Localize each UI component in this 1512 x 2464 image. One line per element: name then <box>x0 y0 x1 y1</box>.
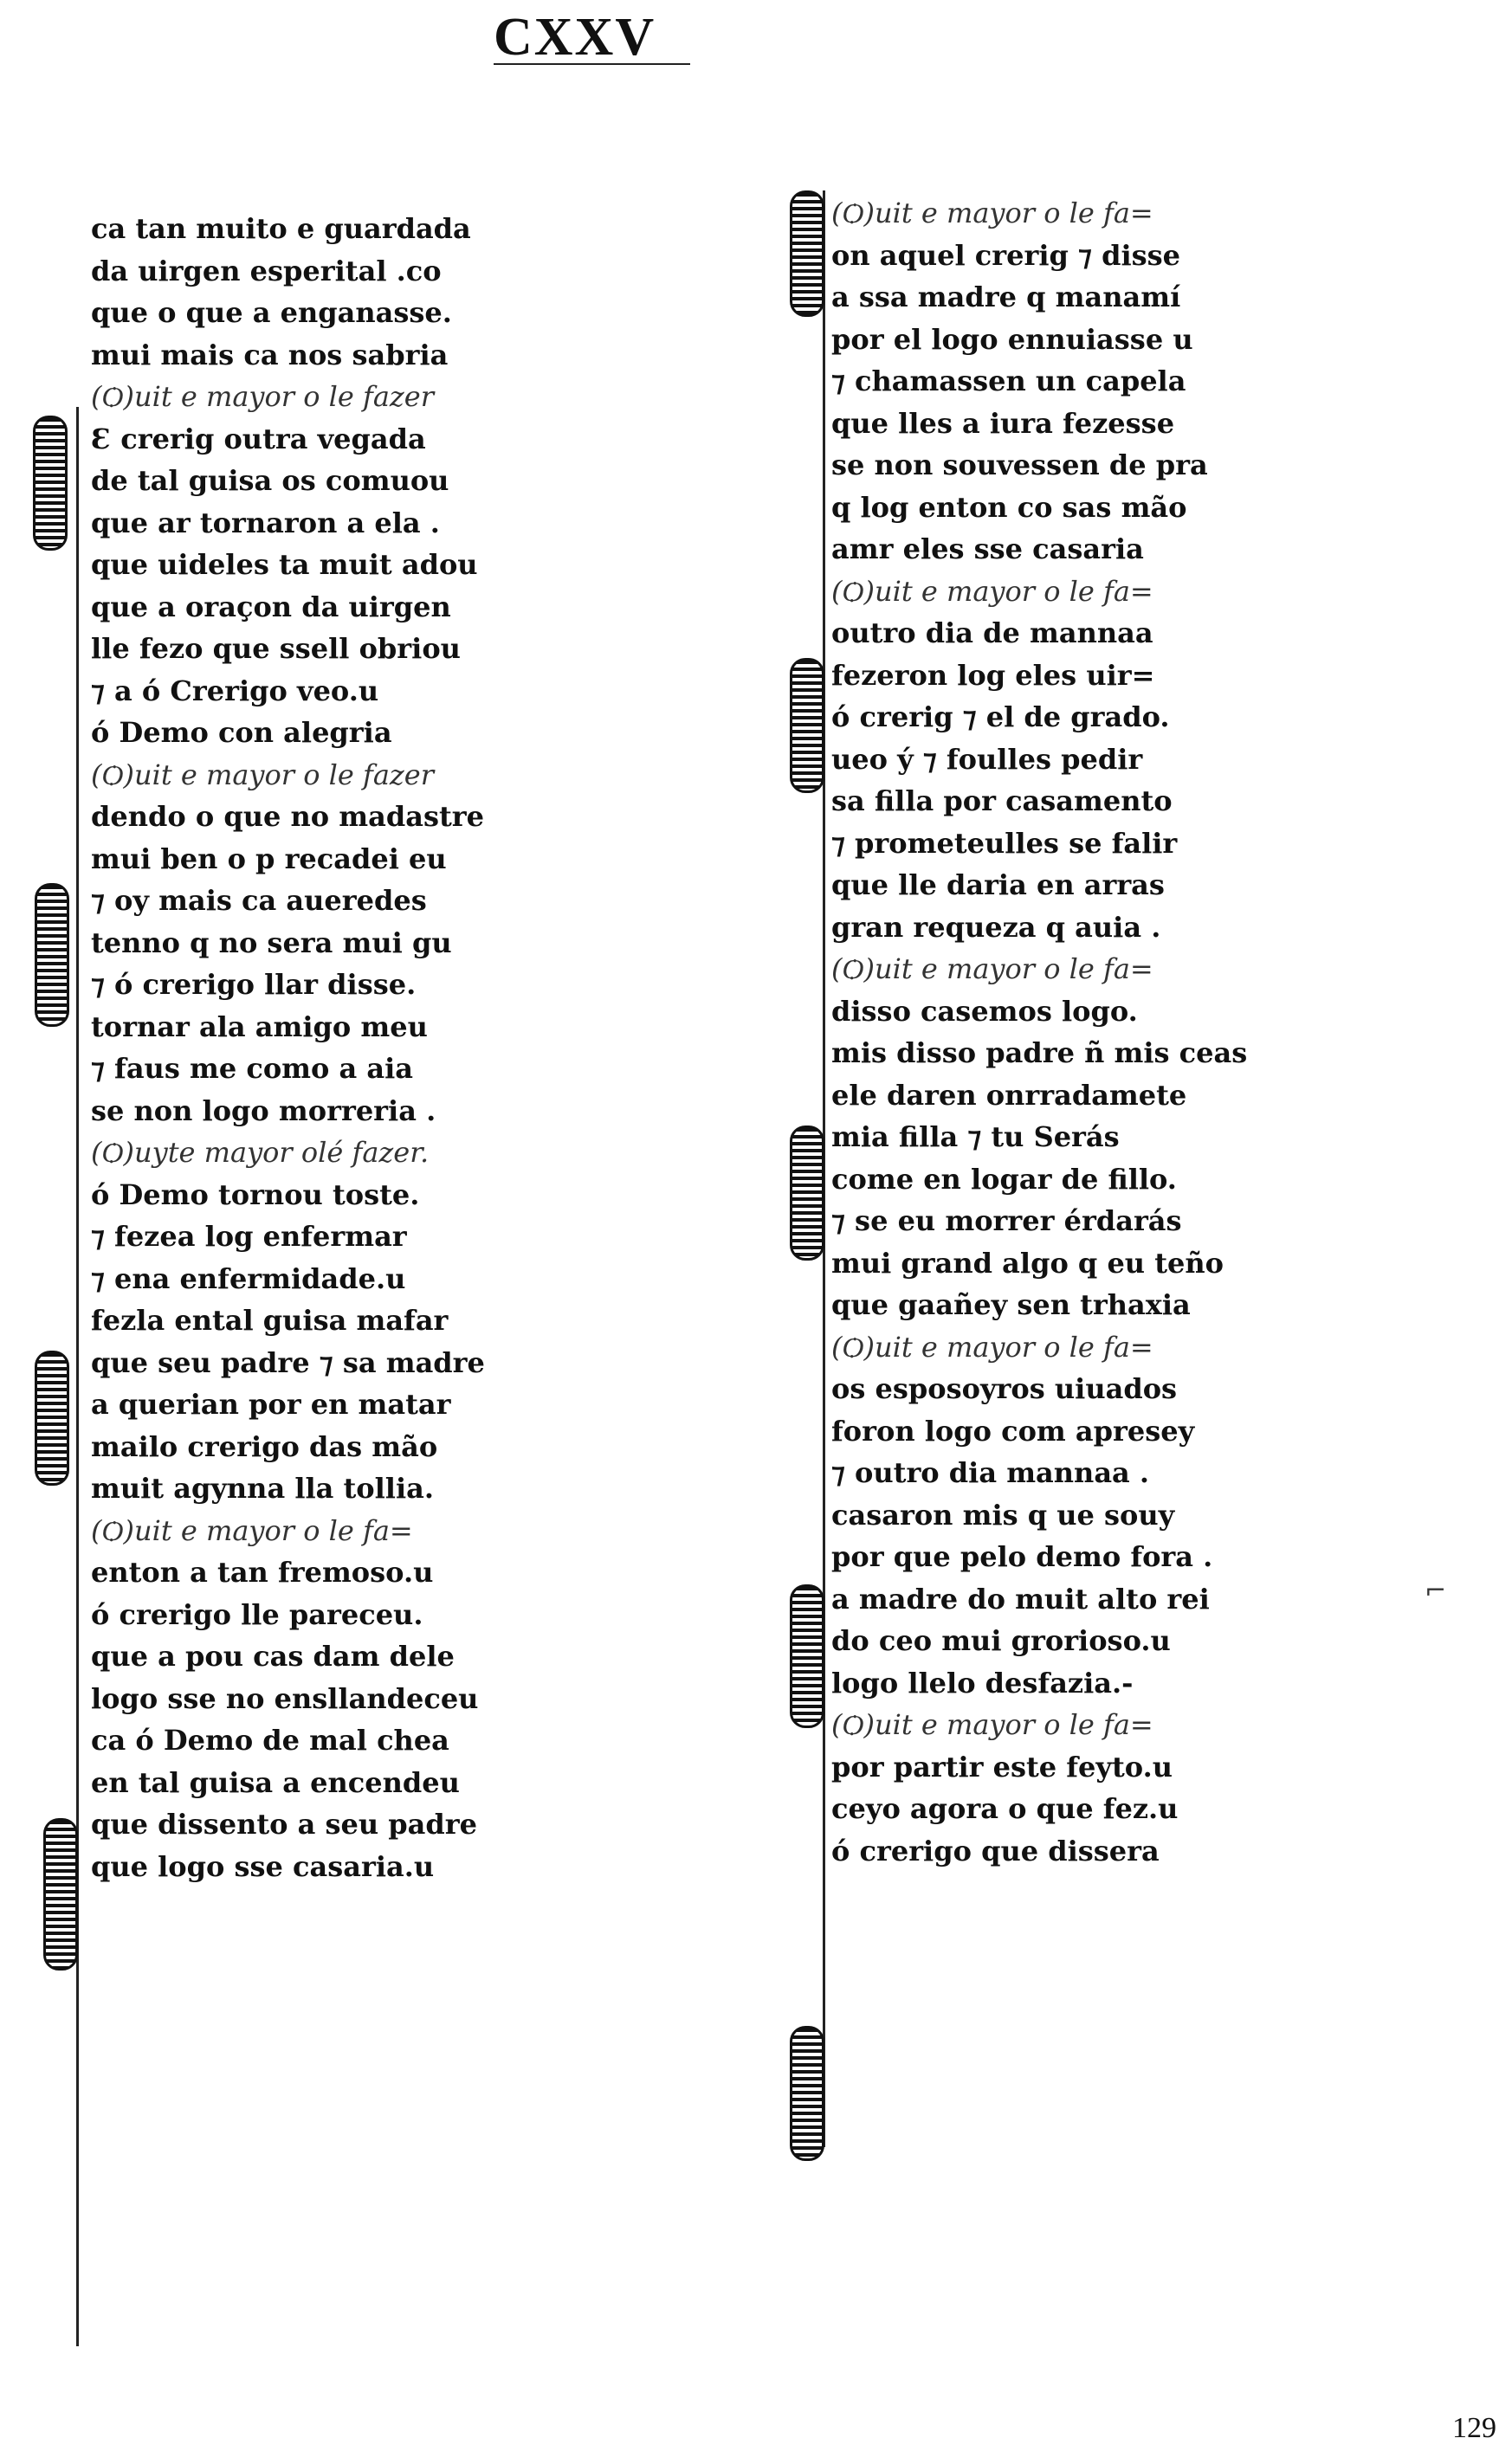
refrain-line: (Ѻ)uit e mayor o le fazer <box>91 380 435 413</box>
page-number: 129 <box>1452 2412 1496 2444</box>
refrain-line: (Ѻ)uit e mayor o le fa= <box>831 197 1153 229</box>
verse-line: mia filla ⁊ tu Serás <box>831 1120 1120 1153</box>
decorated-initial <box>33 416 68 551</box>
verse-line: que o que a enganasse. <box>91 296 452 329</box>
decorated-initial <box>43 1818 78 1971</box>
verse-line: ⁊ oy mais ca aueredes <box>91 884 427 917</box>
verse-line: da uirgen esperital .co <box>91 254 442 287</box>
verse-line: on aquel crerig ⁊ disse <box>831 238 1180 272</box>
verse-line: de tal guisa os comuou <box>91 464 449 497</box>
verse-line: foron logo com apresey <box>831 1414 1195 1448</box>
verse-line: mis disso padre ñ mis ceas <box>831 1036 1248 1069</box>
verse-line: por el logo ennuiasse u <box>831 322 1193 356</box>
verse-line: ⁊ ena enfermidade.u <box>91 1261 406 1295</box>
verse-line: fezeron log eles uir= <box>831 658 1155 692</box>
verse-line: muit agynna lla tollia. <box>91 1472 434 1505</box>
decorated-initial <box>35 1351 69 1486</box>
verse-line: sa filla por casamento <box>831 784 1173 817</box>
verse-line: tenno q no sera mui gu <box>91 926 452 959</box>
verse-line: mailo crerigo das mão <box>91 1429 438 1463</box>
refrain-line: (Ѻ)uit e mayor o le fa= <box>831 1330 1153 1364</box>
refrain-line: (Ѻ)uit e mayor o le fazer <box>91 758 435 791</box>
verse-line: ⁊ fezea log enfermar <box>91 1220 407 1253</box>
verse-line: que lles a iura fezesse <box>831 406 1175 440</box>
verse-line: ⁊ faus me como a aia <box>91 1052 413 1085</box>
refrain-line: (Ѻ)uyte mayor olé fazer. <box>91 1136 430 1169</box>
verse-line: ca tan muito e guardada <box>91 212 471 245</box>
verse-line: fezla ental guisa mafar <box>91 1304 449 1337</box>
verse-line: ceyo agora o que fez.u <box>831 1792 1179 1825</box>
verse-line: por partir este feyto.u <box>831 1750 1173 1783</box>
verse-line: enton a tan fremoso.u <box>91 1556 434 1589</box>
verse-line: que dissento a seu padre <box>91 1808 477 1841</box>
verse-line: ó Demo con alegria <box>91 716 392 749</box>
verse-line: que gaañey sen trhaxia <box>831 1288 1191 1321</box>
left-column-rule <box>76 407 79 2346</box>
folio-header: CXXV <box>494 8 656 67</box>
verse-line: logo sse no ensllandeceu <box>91 1681 479 1715</box>
verse-line: ⁊ outro dia mannaa . <box>831 1456 1150 1489</box>
verse-line: dendo o que no madastre <box>91 800 484 833</box>
verse-line: a madre do muit alto rei <box>831 1582 1210 1616</box>
decorated-initial <box>790 1126 824 1261</box>
verse-line: q log enton co sas mão <box>831 490 1187 524</box>
verse-line: do ceo mui grorioso.u <box>831 1624 1171 1657</box>
verse-line: logo llelo desfazia.- <box>831 1666 1134 1700</box>
margin-mark: ⌐ <box>1425 1576 1447 1606</box>
verse-line: Ɛ crerig outra vegada <box>91 422 426 455</box>
decorated-initial <box>790 1584 824 1728</box>
verse-line: ⁊ prometeulles se falir <box>831 826 1178 860</box>
verse-line: que ar tornaron a ela . <box>91 506 440 539</box>
verse-line: ueo ý ⁊ foulles pedir <box>831 742 1143 776</box>
refrain-line: (Ѻ)uit e mayor o le fa= <box>91 1513 413 1547</box>
verse-line: ⁊ ó crerigo llar disse. <box>91 968 417 1001</box>
verse-line: por que pelo demo fora . <box>831 1540 1213 1573</box>
verse-line: mui mais ca nos sabria <box>91 338 449 371</box>
decorated-initial <box>790 190 824 317</box>
refrain-line: (Ѻ)uit e mayor o le fa= <box>831 574 1153 608</box>
verse-line: que a oraçon da uirgen <box>91 590 451 623</box>
verse-line: que a pou cas dam dele <box>91 1640 455 1673</box>
verse-line: que logo sse casaria.u <box>91 1849 435 1883</box>
verse-line: ele daren onrradamete <box>831 1078 1187 1112</box>
refrain-line: (Ѻ)uit e mayor o le fa= <box>831 1708 1153 1741</box>
verse-line: tornar ala amigo meu <box>91 1009 428 1043</box>
decorated-initial <box>35 883 69 1027</box>
verse-line: mui grand algo q eu teño <box>831 1246 1224 1280</box>
decorated-initial <box>790 2026 824 2161</box>
verse-line: come en logar de fillo. <box>831 1162 1177 1196</box>
right-text-column <box>831 192 1316 1872</box>
verse-line: ⁊ se eu morrer érdarás <box>831 1204 1182 1237</box>
left-text-column <box>91 208 576 1887</box>
verse-line: amr eles sse casaria <box>831 532 1144 565</box>
verse-line: se non logo morreria . <box>91 1093 436 1127</box>
verse-line: ⁊ a ó Crerigo veo.u <box>91 674 379 707</box>
verse-line: mui ben o p recadei eu <box>91 842 447 875</box>
verse-line: outro dia de mannaa <box>831 616 1153 649</box>
verse-line: casaron mis q ue souy <box>831 1498 1175 1532</box>
verse-line: os esposoyros uiuados <box>831 1372 1178 1405</box>
verse-line: en tal guisa a encendeu <box>91 1765 460 1799</box>
decorated-initial <box>790 658 824 793</box>
verse-line: se non souvessen de pra <box>831 448 1208 481</box>
verse-line: que lle daria en arras <box>831 868 1165 901</box>
verse-line: que uideles ta muit adou <box>91 548 478 581</box>
verse-line: a querian por en matar <box>91 1388 451 1421</box>
verse-line: lle fezo que ssell obriou <box>91 632 461 665</box>
verse-line: ó crerig ⁊ el de grado. <box>831 700 1170 733</box>
verse-line: ⁊ chamassen un capela <box>831 364 1186 397</box>
verse-line: a ssa madre q manamí <box>831 281 1181 313</box>
verse-line: disso casemos logo. <box>831 994 1138 1028</box>
verse-line: ó Demo tornou toste. <box>91 1177 420 1211</box>
refrain-line: (Ѻ)uit e mayor o le fa= <box>831 952 1153 985</box>
verse-line: ó crerigo lle pareceu. <box>91 1597 423 1631</box>
verse-line: que seu padre ⁊ sa madre <box>91 1345 485 1379</box>
verse-line: ca ó Demo de mal chea <box>91 1724 449 1757</box>
verse-line: gran requeza q auia . <box>831 910 1161 944</box>
verse-line: ó crerigo que dissera <box>831 1834 1160 1867</box>
